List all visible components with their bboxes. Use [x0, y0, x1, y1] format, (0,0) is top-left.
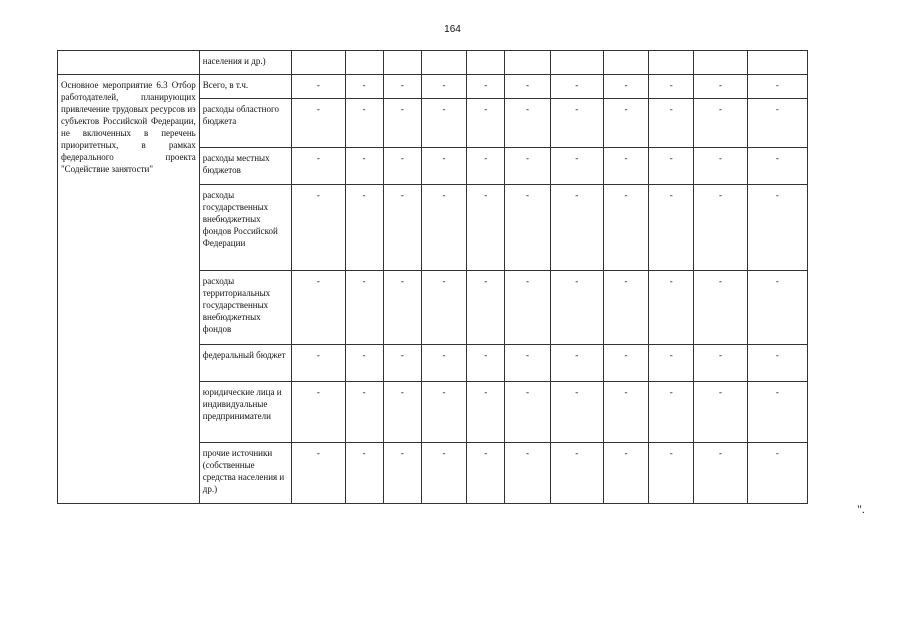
value-cell: - — [649, 185, 694, 271]
value-cell: - — [467, 345, 505, 382]
value-cell: - — [292, 185, 345, 271]
value-cell: - — [345, 75, 383, 99]
value-cell: - — [603, 75, 648, 99]
value-cell: - — [383, 99, 421, 148]
value-cell: - — [345, 99, 383, 148]
value-cell: - — [694, 75, 747, 99]
value-cell: - — [292, 75, 345, 99]
value-cell: - — [550, 271, 603, 345]
value-cell: - — [345, 185, 383, 271]
value-cell: - — [505, 99, 550, 148]
value-cell: - — [694, 185, 747, 271]
value-cell: - — [505, 271, 550, 345]
value-cell: - — [421, 345, 466, 382]
value-cell: - — [421, 99, 466, 148]
value-cell — [345, 51, 383, 75]
value-cell: - — [467, 148, 505, 185]
value-cell: - — [292, 99, 345, 148]
value-cell: - — [292, 443, 345, 504]
value-cell: - — [649, 443, 694, 504]
value-cell: - — [550, 382, 603, 443]
value-cell: - — [383, 271, 421, 345]
value-cell: - — [467, 185, 505, 271]
value-cell: - — [550, 99, 603, 148]
value-cell: - — [694, 382, 747, 443]
value-cell: - — [383, 185, 421, 271]
table-row-continuation — [58, 51, 808, 75]
funding-table — [57, 50, 808, 504]
value-cell: - — [649, 382, 694, 443]
value-cell: - — [383, 345, 421, 382]
value-cell: - — [747, 185, 807, 271]
value-cell: - — [505, 345, 550, 382]
value-cell: - — [345, 271, 383, 345]
funding-source-cell: юридические лица и индивидуальные предприниматели — [199, 382, 291, 443]
value-cell: - — [747, 443, 807, 504]
value-cell — [505, 51, 550, 75]
value-cell: - — [505, 75, 550, 99]
value-cell: - — [383, 382, 421, 443]
value-cell: - — [747, 345, 807, 382]
value-cell — [292, 51, 345, 75]
value-cell: - — [694, 99, 747, 148]
value-cell — [467, 51, 505, 75]
value-cell: - — [603, 443, 648, 504]
value-cell — [694, 51, 747, 75]
value-cell: - — [292, 345, 345, 382]
funding-source-cell: населения и др.) — [199, 51, 291, 75]
value-cell: - — [694, 345, 747, 382]
value-cell: - — [603, 185, 648, 271]
funding-source-cell: федеральный бюджет — [199, 345, 291, 382]
value-cell: - — [649, 271, 694, 345]
value-cell: - — [421, 75, 466, 99]
funding-source-cell: Всего, в т.ч. — [199, 75, 291, 99]
value-cell: - — [747, 271, 807, 345]
value-cell: - — [550, 185, 603, 271]
value-cell: - — [467, 75, 505, 99]
value-cell: - — [694, 443, 747, 504]
value-cell: - — [649, 99, 694, 148]
value-cell: - — [421, 271, 466, 345]
value-cell: - — [421, 185, 466, 271]
value-cell — [603, 51, 648, 75]
value-cell: - — [649, 345, 694, 382]
value-cell: - — [345, 443, 383, 504]
value-cell: - — [603, 345, 648, 382]
value-cell: - — [747, 148, 807, 185]
value-cell: - — [747, 382, 807, 443]
value-cell: - — [505, 382, 550, 443]
funding-source-cell: расходы государственных внебюджетных фондов Российской Федерации — [199, 185, 291, 271]
value-cell: - — [505, 443, 550, 504]
value-cell: - — [550, 148, 603, 185]
value-cell — [649, 51, 694, 75]
value-cell: - — [292, 382, 345, 443]
value-cell — [747, 51, 807, 75]
value-cell: - — [550, 345, 603, 382]
value-cell: - — [383, 75, 421, 99]
value-cell — [383, 51, 421, 75]
value-cell: - — [603, 148, 648, 185]
event-name-cell: Основное мероприятие 6.3 Отбор работодателей, планирующих привлечение трудовых ресурсов из субъектов Российской Федерации, не включенных в перечень приоритетных, в рамках федерального проекта "Содействие занятости" — [58, 75, 200, 504]
value-cell: - — [467, 271, 505, 345]
value-cell: - — [292, 148, 345, 185]
funding-source-cell: прочие источники (собственные средства населения и др.) — [199, 443, 291, 504]
value-cell: - — [292, 271, 345, 345]
value-cell: - — [747, 99, 807, 148]
value-cell: - — [421, 443, 466, 504]
value-cell: - — [649, 75, 694, 99]
value-cell: - — [383, 148, 421, 185]
value-cell: - — [550, 443, 603, 504]
value-cell: - — [505, 185, 550, 271]
value-cell: - — [467, 99, 505, 148]
page-number: 164 — [444, 24, 461, 35]
funding-source-cell: расходы областного бюджета — [199, 99, 291, 148]
value-cell: - — [345, 345, 383, 382]
value-cell: - — [603, 382, 648, 443]
value-cell: - — [747, 75, 807, 99]
value-cell: - — [467, 443, 505, 504]
value-cell: - — [603, 99, 648, 148]
value-cell: - — [694, 271, 747, 345]
closing-quote: ". — [857, 502, 865, 516]
value-cell: - — [421, 148, 466, 185]
value-cell: - — [345, 382, 383, 443]
value-cell: - — [550, 75, 603, 99]
value-cell: - — [505, 148, 550, 185]
value-cell: - — [383, 443, 421, 504]
value-cell: - — [345, 148, 383, 185]
funding-source-cell: расходы местных бюджетов — [199, 148, 291, 185]
value-cell: - — [421, 382, 466, 443]
value-cell: - — [603, 271, 648, 345]
funding-source-cell: расходы территориальных государственных внебюджетных фондов — [199, 271, 291, 345]
value-cell: - — [694, 148, 747, 185]
value-cell: - — [649, 148, 694, 185]
table-row — [58, 75, 808, 99]
value-cell: - — [467, 382, 505, 443]
value-cell — [550, 51, 603, 75]
event-cell-empty — [58, 51, 200, 75]
value-cell — [421, 51, 466, 75]
